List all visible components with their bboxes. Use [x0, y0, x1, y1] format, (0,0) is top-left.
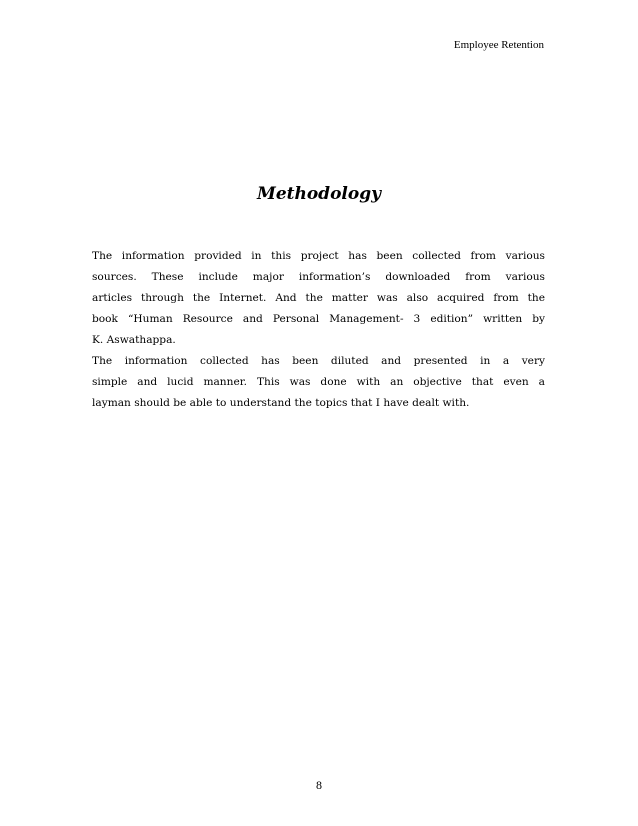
text-line: The information provided in this project has been collected from various	[92, 250, 545, 262]
text-line: layman should be able to understand the topics that I have dealt with.	[92, 397, 470, 409]
page-number: 8	[316, 778, 322, 792]
body-text	[92, 246, 545, 414]
paragraph-presentation	[92, 351, 545, 414]
paragraph-sources	[92, 246, 545, 351]
text-line: articles through the Internet. And the matter was also acquired from the	[92, 292, 545, 304]
text-line: The information collected has been diluted and presented in a very	[92, 355, 545, 367]
running-header: Employee Retention	[453, 39, 544, 51]
text-line: book “Human Resource and Personal Management- 3 edition” written by	[92, 313, 545, 325]
text-line: sources. These include major information’s downloaded from various	[92, 271, 545, 283]
text-line: simple and lucid manner. This was done with an objective that even a	[92, 376, 545, 388]
section-title: Methodology	[257, 184, 381, 204]
text-line: K. Aswathappa.	[92, 334, 176, 346]
